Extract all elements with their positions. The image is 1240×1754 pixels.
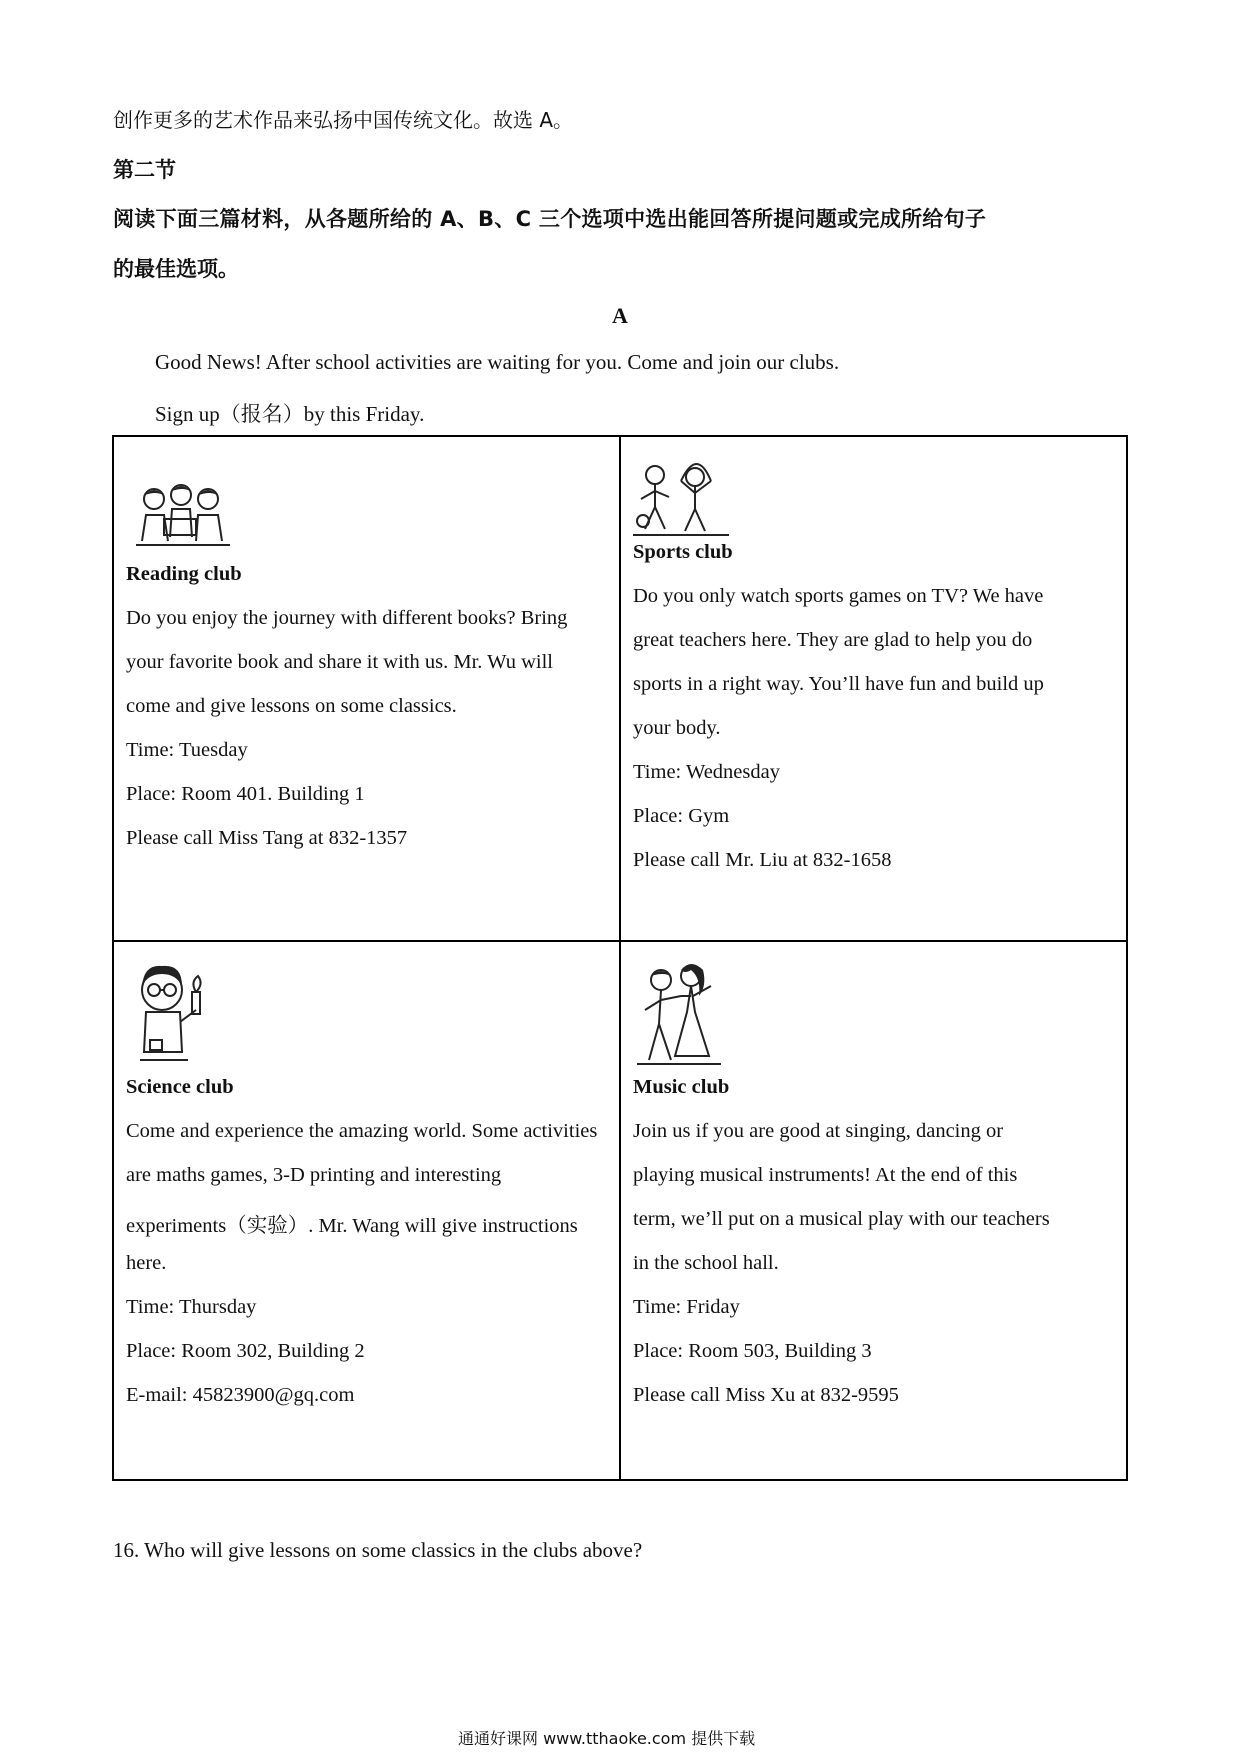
section-title: 第二节 — [113, 158, 176, 182]
notice-line-2: Sign up（报名）by this Friday. — [155, 402, 425, 426]
club-desc-line: here. — [126, 1252, 167, 1274]
club-desc-line: great teachers here. They are glad to help you do — [633, 629, 1033, 651]
club-desc-line: Join us if you are good at singing, dancing or — [633, 1120, 1004, 1142]
footer-watermark: 通通好课网 www.tthaoke.com 提供下载 — [458, 1729, 756, 1748]
instruction-line-1: 阅读下面三篇材料，从各题所给的 A、B、C 三个选项中选出能回答所提问题或完成所给句子 — [113, 207, 987, 231]
club-desc-line: are maths games, 3-D printing and interesting — [126, 1164, 502, 1186]
club-desc-line: in the school hall. — [633, 1252, 779, 1274]
club-place: Place: Room 401. Building 1 — [126, 783, 365, 805]
club-place: Place: Room 503, Building 3 — [633, 1340, 872, 1362]
club-place: Place: Gym — [633, 805, 730, 827]
club-desc-line: sports in a right way. You’ll have fun and build up — [633, 673, 1044, 695]
club-desc-line: your body. — [633, 717, 721, 739]
science-club-cell — [113, 941, 620, 1480]
club-name: Sports club — [633, 541, 733, 563]
scientist-boy-icon — [126, 956, 216, 1066]
club-time: Time: Friday — [633, 1296, 740, 1318]
instruction-line-2: 的最佳选项。 — [113, 257, 239, 281]
club-time: Time: Tuesday — [126, 739, 248, 761]
club-time: Time: Thursday — [126, 1296, 257, 1318]
music-club-cell — [620, 941, 1127, 1480]
club-desc-line: playing musical instruments! At the end of this — [633, 1164, 1018, 1186]
club-desc-line: term, we’ll put on a musical play with our teachers — [633, 1208, 1050, 1230]
club-name: Science club — [126, 1076, 234, 1098]
reading-children-icon — [126, 479, 236, 551]
club-desc-line: Do you only watch sports games on TV? We have — [633, 585, 1044, 607]
club-desc-line: your favorite book and share it with us. Mr. Wu will — [126, 651, 553, 673]
club-contact: E-mail: 45823900@gq.com — [126, 1384, 355, 1406]
club-time: Time: Wednesday — [633, 761, 780, 783]
club-desc-line: Do you enjoy the journey with different books? Bring — [126, 607, 568, 629]
sports-children-icon — [631, 447, 731, 539]
club-contact: Please call Mr. Liu at 832-1658 — [633, 849, 892, 871]
club-contact: Please call Miss Tang at 832-1357 — [126, 827, 408, 849]
dancing-couple-icon — [631, 956, 727, 1068]
reading-club-cell — [113, 436, 620, 941]
clubs-table — [112, 435, 1128, 1481]
club-desc-line: experiments（实验）. Mr. Wang will give instructions — [126, 1215, 578, 1237]
club-desc-line: come and give lessons on some classics. — [126, 695, 457, 717]
passage-label: A — [612, 303, 628, 328]
club-name: Reading club — [126, 563, 242, 585]
club-place: Place: Room 302, Building 2 — [126, 1340, 365, 1362]
club-desc-line: Come and experience the amazing world. Some activities — [126, 1120, 598, 1142]
club-name: Music club — [633, 1076, 730, 1098]
sports-club-cell — [620, 436, 1127, 941]
question-16: 16. Who will give lessons on some classics in the clubs above? — [113, 1538, 643, 1562]
intro-line: 创作更多的艺术作品来弘扬中国传统文化。故选 A。 — [113, 108, 574, 132]
club-contact: Please call Miss Xu at 832-9595 — [633, 1384, 899, 1406]
notice-line-1: Good News! After school activities are waiting for you. Come and join our clubs. — [155, 350, 840, 374]
